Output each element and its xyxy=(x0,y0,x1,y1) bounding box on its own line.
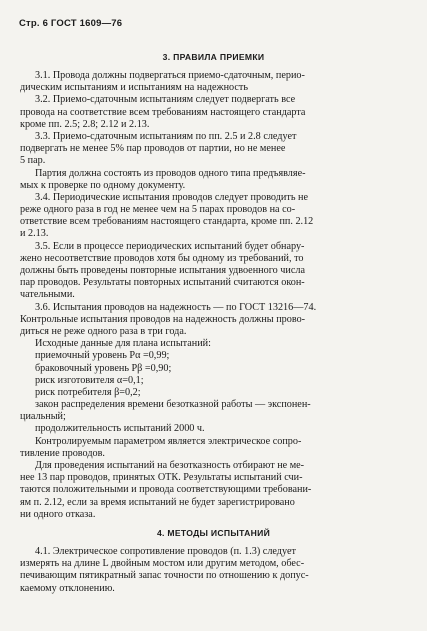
text-line: таются положительными и провода соответствующими требовани- xyxy=(20,484,312,496)
text-line: измерять на длине L двойным мостом или другим методом, обес- xyxy=(20,558,305,570)
text-line: и 2.13. xyxy=(20,228,49,240)
text-line: Партия должна состоять из проводов одного типа предъявляе- xyxy=(35,167,306,179)
text-line: тивление проводов. xyxy=(20,447,105,459)
section-4-title: 4. МЕТОДЫ ИСПЫТАНИЙ xyxy=(156,528,271,538)
text-line: 3.1. Провода должны подвергаться приемо-сдаточным, перио- xyxy=(35,70,305,81)
page-header: Стр. 6 ГОСТ 1609—76 xyxy=(19,18,123,29)
text-line: продолжительность испытаний 2000 ч. xyxy=(35,423,205,435)
text-line: чательными. xyxy=(20,289,75,301)
text-line: 3.6. Испытания проводов на надежность — по ГОСТ 13216—74. xyxy=(35,301,317,313)
text-line: должны быть проведены повторные испытания удвоенного числа xyxy=(20,265,305,276)
text-line: 3.2. Приемо-сдаточным испытаниям следует подвергать все xyxy=(35,94,296,106)
text-line: приемочный уровень Pα =0,99; xyxy=(35,350,170,362)
text-line: жено несоответствие проводов хотя бы одному из требований, то xyxy=(20,252,304,264)
text-line: Контролируемым параметром является электрическое сопро- xyxy=(35,435,302,447)
text-line: Для проведения испытаний на безотказность отбирают не ме- xyxy=(35,460,305,471)
text-line: мых к проверке по одному документу. xyxy=(20,179,186,191)
text-line: каемому отклонению. xyxy=(20,582,115,594)
text-line: подвергать не менее 5% пар проводов от партии, но не менее xyxy=(20,143,286,155)
section-3-title: 3. ПРАВИЛА ПРИЕМКИ xyxy=(162,52,265,62)
text-line: Исходные данные для плана испытаний: xyxy=(35,338,211,350)
text-line: закон распределения времени безотказной работы — экспонен- xyxy=(35,399,311,411)
text-line: 3.3. Приемо-сдаточным испытаниям по пп. 2.5 и 2.8 следует xyxy=(35,130,297,142)
text-line: 4.1. Электрическое сопротивление проводов (п. 1.3) следует xyxy=(35,546,296,557)
text-line: ям п. 2.12, если за время испытаний не будет зарегистрировано xyxy=(20,496,295,508)
text-line: провода на соответствие всем требованиям настоящего стандарта xyxy=(20,106,306,118)
text-line: браковочный уровень Pβ =0,90; xyxy=(35,362,172,374)
text-line: циальный; xyxy=(20,411,66,423)
text-line: диться не реже одного раза в три года. xyxy=(20,325,187,337)
section-3-body xyxy=(20,70,395,521)
text-line: риск потребителя β=0,2; xyxy=(35,386,141,398)
text-line: Контрольные испытания проводов на надежность должны прово- xyxy=(20,313,306,325)
text-line: пар проводов. Результаты повторных испытаний считаются окон- xyxy=(20,277,305,289)
text-line: нее 13 пар проводов, принятых ОТК. Результаты испытаний счи- xyxy=(20,472,303,484)
text-line: печивающим пятикратный запас точности по отношению к допус- xyxy=(20,570,309,582)
text-line: ни одного отказа. xyxy=(20,508,96,520)
text-line: риск изготовителя α=0,1; xyxy=(35,374,144,386)
text-line: 5 пар. xyxy=(20,155,46,167)
text-line: реже одного раза в год не менее чем на 5 парах проводов на со- xyxy=(20,204,296,216)
text-line: 3.5. Если в процессе периодических испытаний будет обнару- xyxy=(35,240,305,252)
text-line: ответствие всем требованиям настоящего стандарта, кроме пп. 2.12 xyxy=(20,216,314,228)
section-4-body xyxy=(20,546,395,595)
text-line: 3.4. Периодические испытания проводов следует проводить не xyxy=(35,191,308,203)
text-line: кроме пп. 2.5; 2.8; 2.12 и 2.13. xyxy=(20,118,150,130)
text-line: дическим испытаниям и испытаниям на надежность xyxy=(20,82,249,94)
